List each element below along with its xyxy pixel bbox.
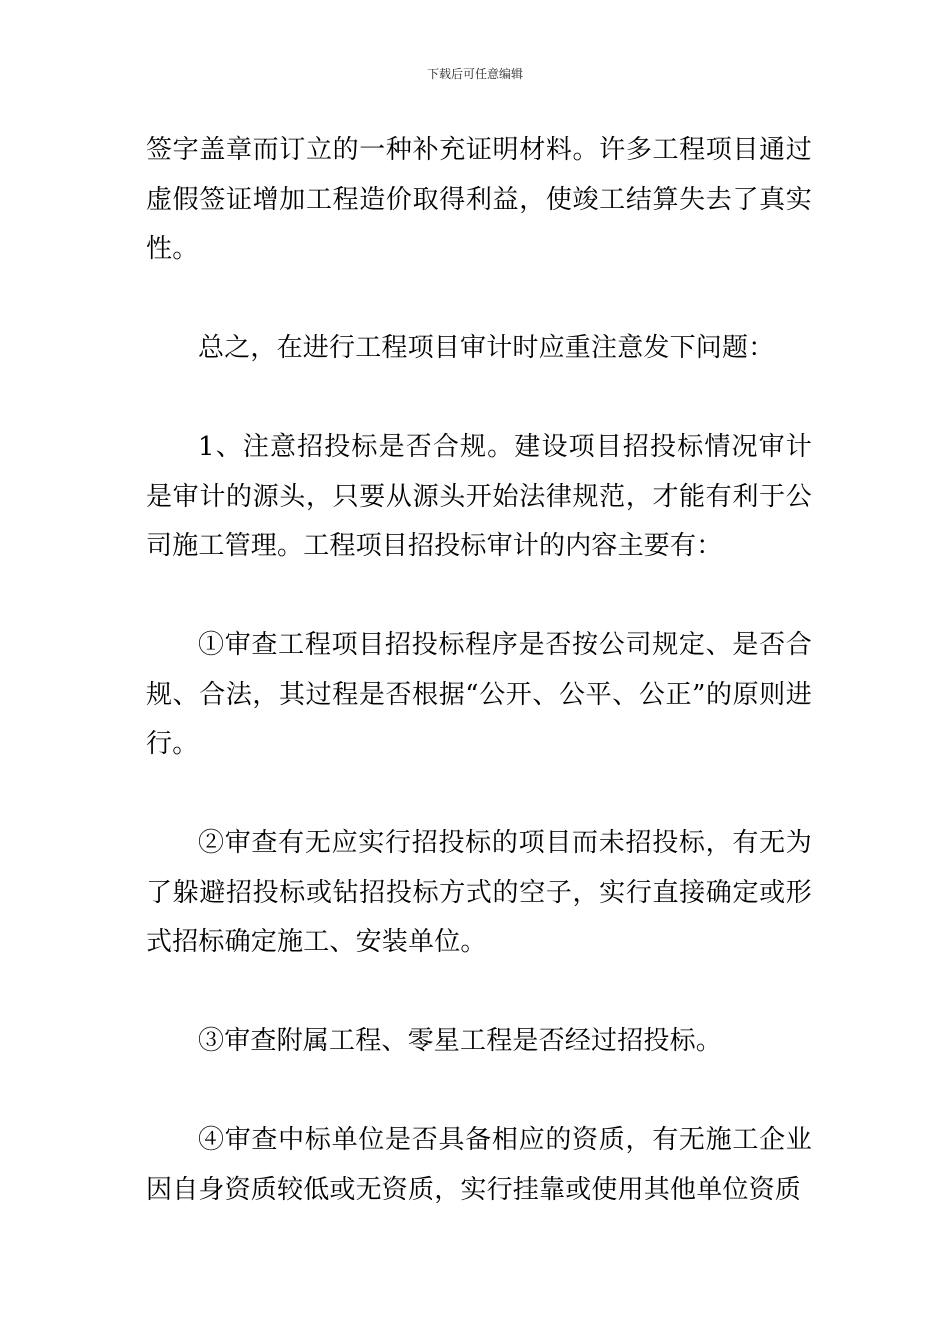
paragraph-item-3: ③审查附属工程、零星工程是否经过招投标。	[198, 1026, 723, 1056]
paragraph-continuation: 签字盖章而订立的一种补充证明材料。许多工程项目通过虚假签证增加工程造价取得利益，使竣工结算失去了真实性。	[146, 135, 812, 264]
paragraph-item-2: ②审查有无应实行招投标的项目而未招投标，有无为了躲避招投标或钻招投标方式的空子，实行直接确定或形式招标确定施工、安装单位。	[146, 828, 812, 957]
paragraph-item-1: ①审查工程项目招投标程序是否按公司规定、是否合规、合法，其过程是否根据“公开、公平、公正”的原则进行。	[146, 630, 812, 759]
paragraph-item-4: ④审查中标单位是否具备相应的资质，有无施工企业因自身资质较低或无资质，实行挂靠或使用其他单位资质	[146, 1125, 812, 1205]
paragraph-summary: 总之，在进行工程项目审计时应重注意发下问题：	[198, 333, 775, 363]
document-body	[146, 126, 812, 1215]
paragraph-point-1: 1、注意招投标是否合规。建设项目招投标情况审计是审计的源头，只要从源头开始法律规范，才能有利于公司施工管理。工程项目招投标审计的内容主要有：	[146, 432, 812, 561]
page-header: 下载后可任意编辑	[426, 67, 523, 81]
